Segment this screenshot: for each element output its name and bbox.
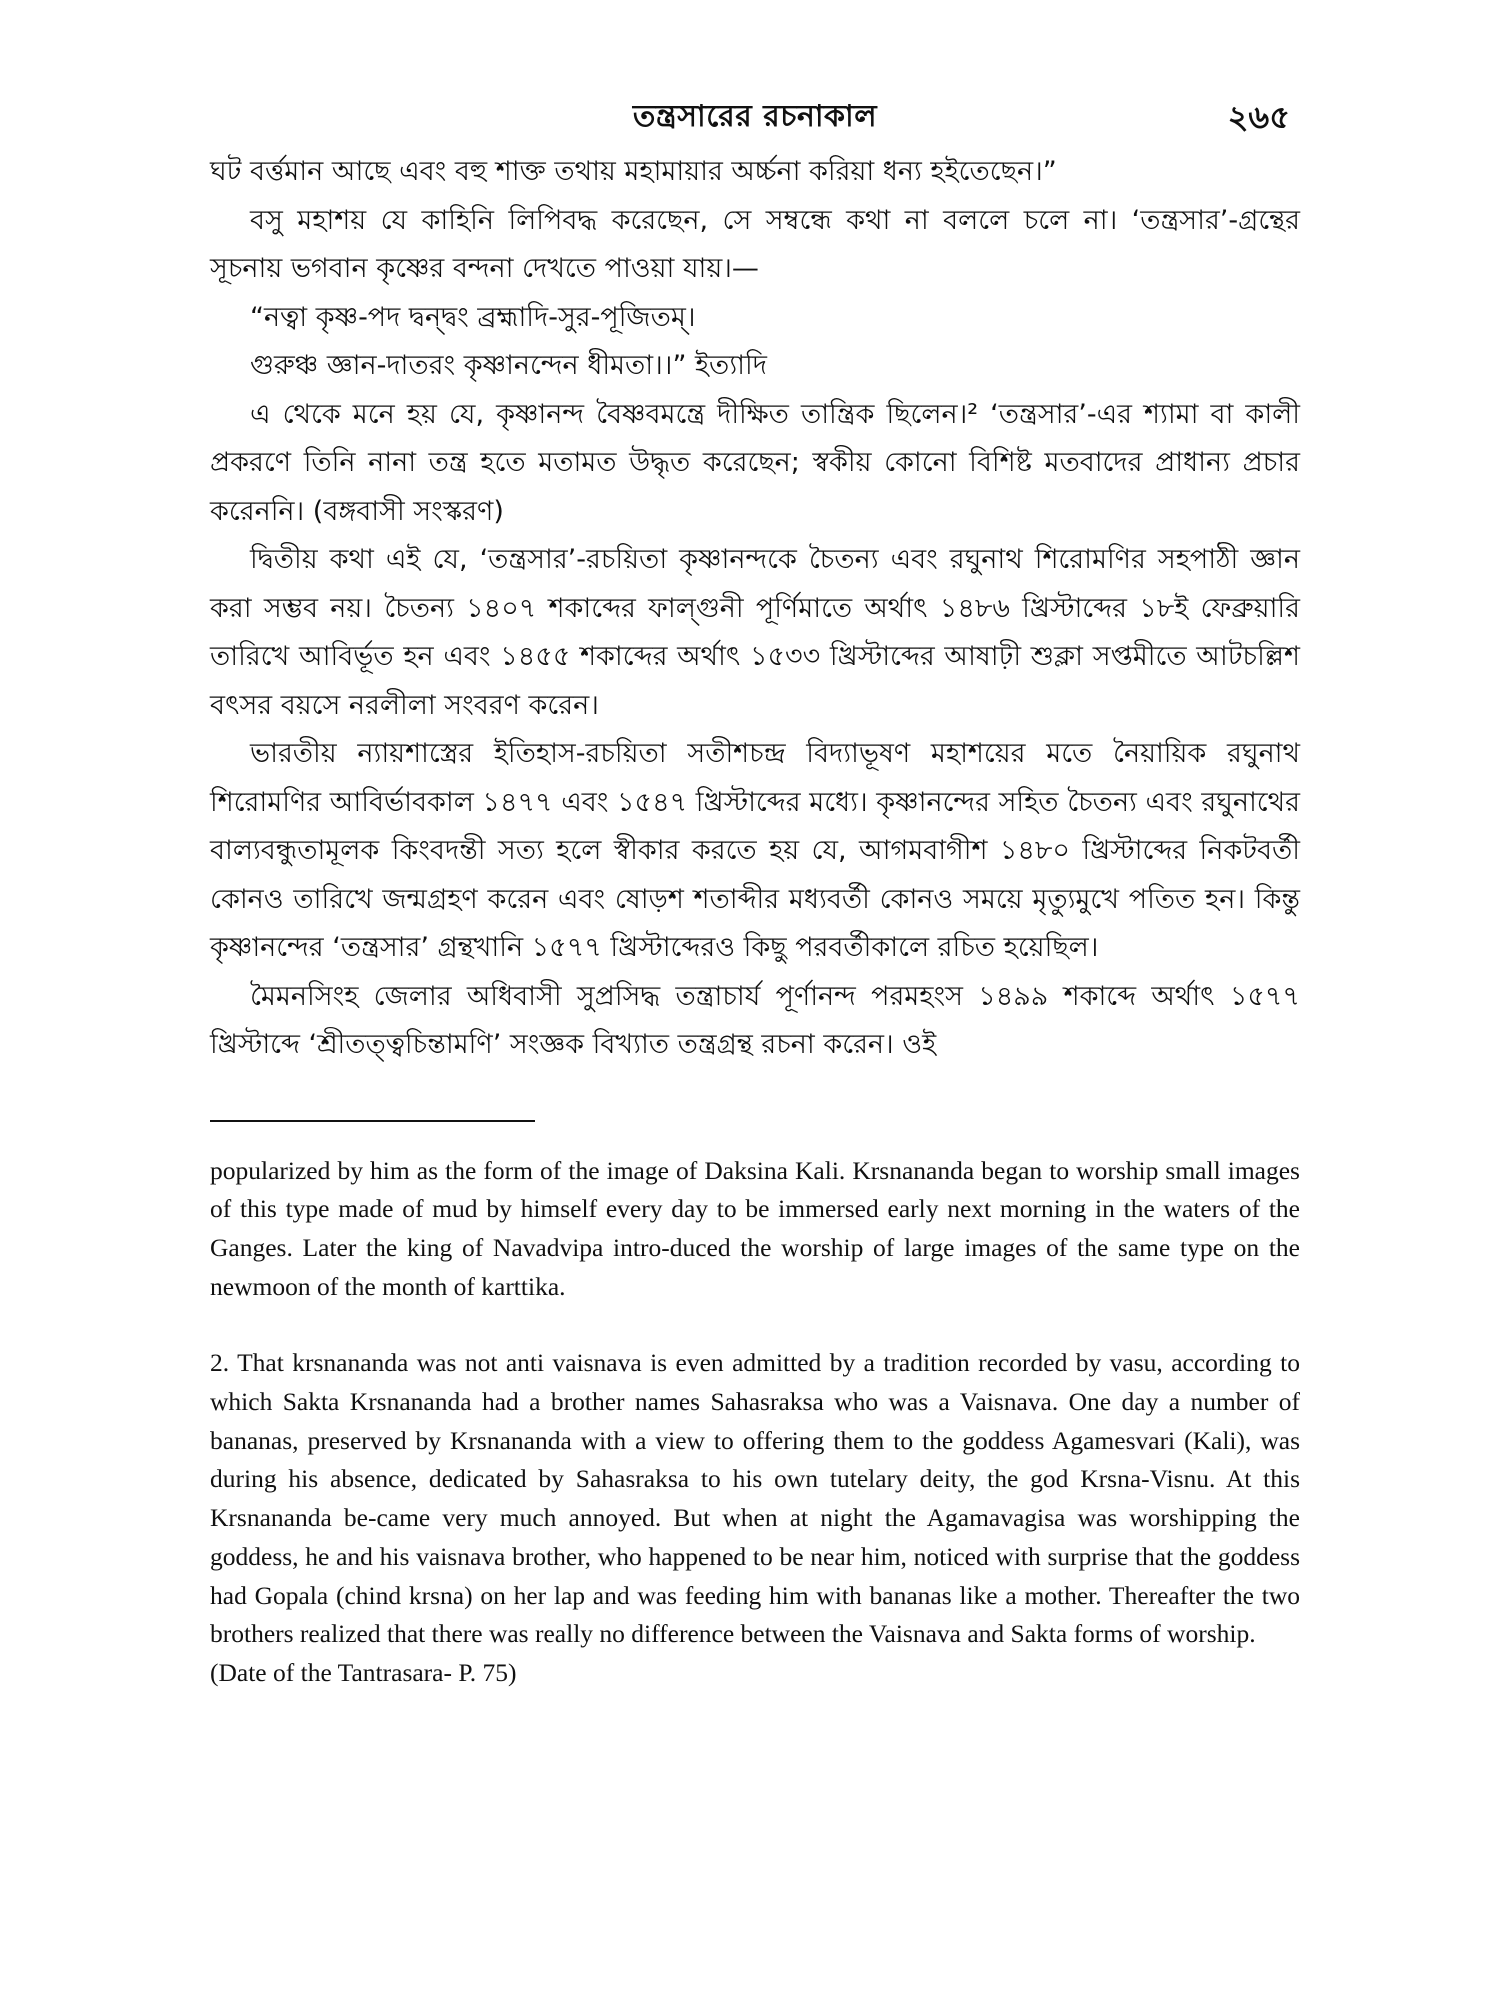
paragraph-4: দ্বিতীয় কথা এই যে, ‘তন্ত্রসার’-রচয়িতা কৃষ্ণানন্দকে চৈতন্য এবং রঘুনাথ শিরোমণির সহপাঠী জ্ঞান করা সম্ভব নয়। চৈতন্য ১৪০৭ শকাব্দের ফাল্গুনী পূর্ণিমাতে অর্থাৎ ১৪৮৬ খ্রিস্টাব্দের ১৮ই ফেব্রুয়ারি তারিখে আবির্ভূত হন এবং ১৪৫৫ শকাব্দের অর্থাৎ ১৫৩৩ খ্রিস্টাব্দের আষাঢ়ী শুক্লা সপ্তমীতে আটচল্লিশ বৎসর বয়সে নরলীলা সংবরণ করেন। <box>210 544 1300 721</box>
paragraph-1: ঘট বর্ত্তমান আছে এবং বহু শাক্ত তথায় মহামায়ার অর্চ্চনা করিয়া ধন্য হইতেছেন।” <box>210 156 1057 187</box>
paragraph-6: মৈমনসিংহ জেলার অধিবাসী সুপ্রসিদ্ধ তন্ত্রাচার্য পূর্ণানন্দ পরমহংস ১৪৯৯ শকাব্দে অর্থাৎ ১৫৭৭ খ্রিস্টাব্দে ‘শ্রীতত্ত্বচিন্তামণি’ সংজ্ঞক বিখ্যাত তন্ত্রগ্রন্থ রচনা করেন। ওই <box>210 980 1300 1060</box>
paragraph-3: এ থেকে মনে হয় যে, কৃষ্ণানন্দ বৈষ্ণবমন্ত্রে দীক্ষিত তান্ত্রিক ছিলেন।² ‘তন্ত্রসার’-এর শ্যামা বা কালী প্রকরণে তিনি নানা তন্ত্র হতে মতামত উদ্ধৃত করেছেন; স্বকীয় কোনো বিশিষ্ট মতবাদের প্রাধান্য প্রচার করেননি। (বঙ্গবাসী সংস্করণ) <box>210 398 1300 527</box>
main-text <box>210 148 1300 1070</box>
book-page <box>210 78 1300 1693</box>
footnote-citation: (Date of the Tantrasara- P. 75) <box>210 1657 517 1687</box>
footnote-divider <box>210 1120 535 1122</box>
footnote-spacer <box>210 1306 1300 1344</box>
footnote-2: 2. That krsnananda was not anti vaisnava is even admitted by a tradition recorded by vasu, according to which Sakta Krsnananda had a brother names Sahasraksa who was a Vaisnava. One day a number of bananas, preserved by Krsnananda with a view to offering them to the goddess Agamesvari (Kali), was during his absence, dedicated by Sahasraksa to his own tutelary deity, the god Krsna-Visnu. At this Krsnananda be-came very much annoyed. But when at night the Agamavagisa was worshipping the goddess, he and his vaisnava brother, who happened to be near him, noticed with surprise that the goddess had Gopala (chind krsna) on her lap and was feeding him with bananas like a mother. Thereafter the two brothers realized that there was really no difference between the Vaisnava and Sakta forms of worship. <box>210 1348 1300 1649</box>
footnotes <box>210 1152 1300 1693</box>
chapter-title: তন্ত্রসারের রচনাকাল <box>632 99 878 134</box>
page-number: ২৬৫ <box>1227 98 1290 136</box>
running-header <box>210 78 1300 148</box>
footnote-1-continued: popularized by him as the form of the image of Daksina Kali. Krsnananda began to worship small images of this type made of mud by himself every day to be immersed early next morning in the waters of the Ganges. Later the king of Navadvipa intro-duced the worship of large images of the same type on the newmoon of the month of karttika. <box>210 1155 1300 1301</box>
paragraph-2: বসু মহাশয় যে কাহিনি লিপিবদ্ধ করেছেন, সে সম্বন্ধে কথা না বললে চলে না। ‘তন্ত্রসার’-গ্রন্থের সূচনায় ভগবান কৃষ্ণের বন্দনা দেখতে পাওয়া যায়।— <box>210 204 1300 284</box>
verse-line-1: “নত্বা কৃষ্ণ-পদ দ্বন্দ্বং ব্রহ্মাদি-সুর-পূজিতম্। <box>250 301 696 333</box>
verse-line-2: গুরুঞ্চ জ্ঞান-দাতরং কৃষ্ণানন্দেন ধীমতা।।” ইত্যাদি <box>250 350 767 381</box>
paragraph-5: ভারতীয় ন্যায়শাস্ত্রের ইতিহাস-রচয়িতা সতীশচন্দ্র বিদ্যাভূষণ মহাশয়ের মতে নৈয়ায়িক রঘুনাথ শিরোমণির আবির্ভাবকাল ১৪৭৭ এবং ১৫৪৭ খ্রিস্টাব্দের মধ্যে। কৃষ্ণানন্দের সহিত চৈতন্য এবং রঘুনাথের বাল্যবন্ধুতামূলক কিংবদন্তী সত্য হলে স্বীকার করতে হয় যে, আগমবাগীশ ১৪৮০ খ্রিস্টাব্দের নিকটবর্তী কোনও তারিখে জন্মগ্রহণ করেন এবং ষোড়শ শতাব্দীর মধ্যবর্তী কোনও সময়ে মৃত্যুমুখে পতিত হন। কিন্তু কৃষ্ণানন্দের ‘তন্ত্রসার’ গ্রন্থখানি ১৫৭৭ খ্রিস্টাব্দেরও কিছু পরবর্তীকালে রচিত হয়েছিল। <box>210 738 1300 963</box>
